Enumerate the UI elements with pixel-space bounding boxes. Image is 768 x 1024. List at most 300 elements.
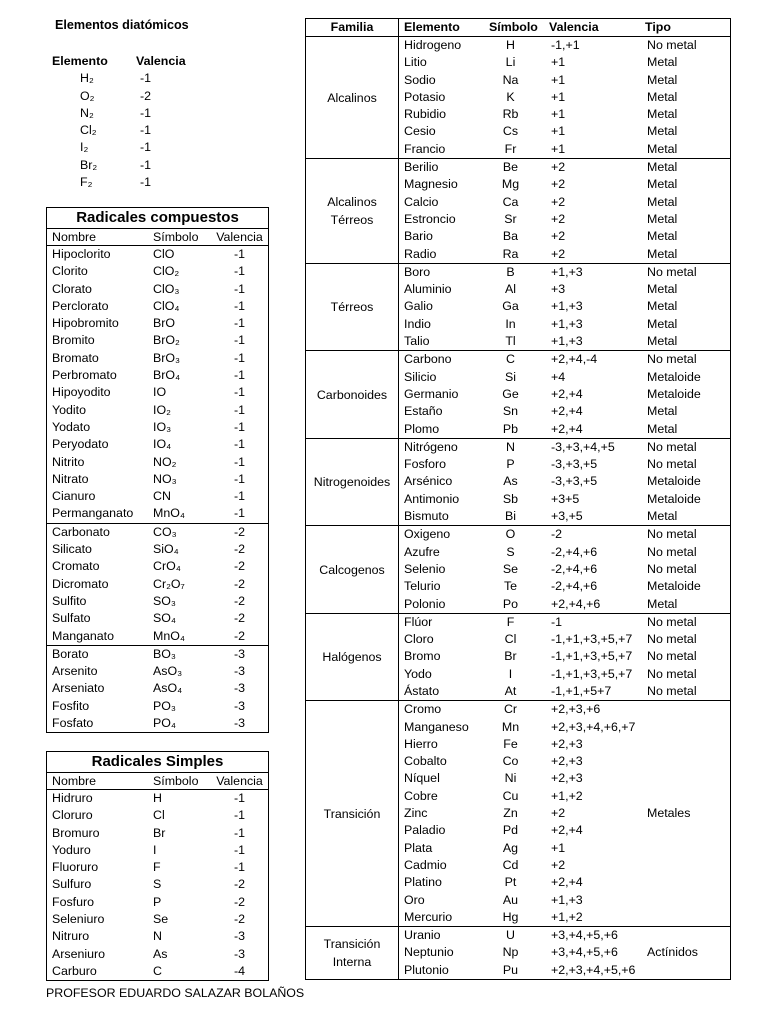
diatomic-row	[47, 105, 197, 122]
diatomic-valence: -1	[140, 71, 152, 86]
element-name: Rubidio	[404, 107, 447, 122]
element-symbol: Zn	[503, 806, 518, 821]
element-type: Metal	[647, 229, 678, 244]
compound-radical-valence: -2	[211, 523, 269, 541]
element-valence: -2	[549, 526, 645, 544]
element-type: Metal	[647, 55, 678, 70]
compound-radical-symbol: BrO₃	[153, 350, 181, 365]
diatomic-row	[47, 174, 197, 191]
simple-radicals-table	[46, 751, 269, 981]
element-name: Cesio	[404, 124, 436, 139]
element-valence: +2	[551, 229, 566, 244]
element-valence: +1,+2	[551, 788, 583, 803]
diatomic-table	[47, 53, 197, 191]
element-type: Metal	[647, 211, 678, 226]
diatomic-element: Cl₂	[80, 123, 97, 138]
element-name: Selenio	[404, 561, 446, 576]
families-header-valence: Valencia	[549, 19, 645, 37]
element-name: Talio	[404, 334, 430, 349]
element-valence: +2	[551, 246, 566, 261]
diatomic-row	[47, 139, 197, 156]
compound-radical-symbol: MnO₄	[153, 628, 185, 643]
element-name: Zinc	[404, 806, 428, 821]
compound-radical-name: Nitrito	[52, 454, 85, 469]
element-valence: +2,+4,-4	[549, 351, 645, 369]
element-symbol: Rb	[502, 107, 519, 122]
element-type: No metal	[647, 683, 697, 698]
family-name-line: Nitrogenoides	[313, 475, 391, 490]
family-name-line: Calcogenos	[319, 562, 385, 577]
compound-radical-name: Hipoclorito	[52, 247, 111, 261]
element-symbol: At	[504, 683, 517, 698]
element-symbol: O	[486, 526, 549, 544]
element-row	[306, 927, 731, 945]
simple-radical-row	[47, 946, 269, 963]
element-name: Telurio	[404, 579, 441, 594]
element-valence: +2,+3,+6	[549, 701, 645, 719]
element-valence: +1	[551, 840, 566, 855]
family-name	[306, 927, 399, 980]
element-name: Cloro	[404, 632, 434, 647]
element-type: No metal	[645, 263, 731, 281]
compound-header-symbol: Símbolo	[148, 229, 211, 246]
element-symbol: Mn	[501, 719, 520, 734]
diatomic-valence: -1	[140, 175, 152, 190]
diatomic-row	[47, 70, 197, 87]
compound-radical-name: Cromato	[52, 559, 100, 574]
diatomic-valence: -1	[140, 105, 152, 120]
element-name: Aluminio	[404, 282, 452, 297]
element-symbol: In	[505, 316, 516, 331]
compound-radical-valence: -1	[233, 419, 246, 434]
element-name: Radio	[404, 246, 437, 261]
compound-radical-symbol: NO₂	[153, 454, 177, 469]
element-valence: -3,+3,+5	[551, 474, 598, 489]
element-symbol: Cl	[504, 632, 517, 647]
element-valence: +2,+4	[551, 421, 583, 436]
element-symbol: N	[486, 438, 549, 456]
element-valence: -2,+4,+6	[551, 544, 598, 559]
compound-radical-valence: -1	[233, 316, 246, 331]
element-valence: -1,+1,+3,+5,+7	[551, 666, 633, 681]
element-name: Cadmio	[404, 857, 447, 872]
compound-radical-symbol: BrO	[153, 316, 176, 331]
element-valence: +3	[551, 282, 566, 297]
simple-radical-valence: -2	[233, 894, 246, 909]
simple-radical-row	[47, 825, 269, 842]
element-name: Sodio	[404, 72, 436, 87]
simple-radical-valence: -1	[233, 791, 246, 805]
compound-radical-row	[47, 645, 269, 663]
element-valence: -3,+3,+5	[551, 457, 598, 472]
simple-radical-valence: -1	[233, 808, 246, 823]
element-type: Metaloide	[647, 579, 701, 594]
simple-radical-valence: -3	[233, 946, 246, 961]
diatomic-valence: -1	[140, 140, 152, 155]
families-header-symbol: Símbolo	[486, 19, 549, 37]
element-valence: +1	[551, 55, 566, 70]
element-valence: +3,+5	[551, 509, 583, 524]
simple-radical-row	[47, 876, 269, 893]
element-symbol: Sr	[504, 211, 517, 226]
element-symbol: Sn	[502, 404, 519, 419]
compound-radical-row	[47, 419, 269, 436]
family-name-line: Interna	[332, 955, 372, 970]
compound-radical-name: Hipoyodito	[52, 385, 111, 400]
element-families-table	[305, 18, 731, 980]
element-valence: +1,+3	[551, 316, 583, 331]
element-row	[306, 438, 731, 456]
element-symbol: Te	[503, 579, 518, 594]
compound-radical-valence: -1	[233, 350, 246, 365]
element-symbol: Np	[502, 945, 519, 960]
element-type: Metal	[647, 124, 678, 139]
element-type: Metal	[647, 107, 678, 122]
compound-radical-name: Clorito	[52, 264, 88, 279]
element-valence: +1	[551, 107, 566, 122]
compound-radical-name: Sulfato	[52, 611, 91, 626]
element-name: Polonio	[404, 596, 446, 611]
element-symbol: Sb	[502, 491, 519, 506]
element-type: No metal	[645, 438, 731, 456]
compound-radical-symbol: AsO₄	[153, 681, 183, 696]
compound-radical-symbol: NO₃	[153, 471, 177, 486]
family-name-line: Térreos	[330, 212, 374, 227]
compound-radical-name: Cianuro	[52, 489, 96, 504]
compound-radical-row	[47, 315, 269, 332]
element-name: Azufre	[404, 544, 440, 559]
element-row	[306, 526, 731, 544]
simple-radical-valence: -4	[233, 963, 246, 978]
compound-radical-valence: -1	[233, 281, 246, 296]
simple-radical-symbol: F	[153, 860, 161, 875]
simple-radical-symbol: S	[153, 877, 162, 892]
compound-radical-name: Dicromato	[52, 576, 109, 591]
compound-radical-symbol: ClO₃	[153, 281, 180, 296]
element-valence: +2,+3	[551, 736, 583, 751]
element-type: No metal	[647, 544, 697, 559]
element-name: Oxigeno	[399, 526, 487, 544]
element-symbol: Si	[504, 369, 517, 384]
simple-radical-symbol: N	[153, 929, 162, 944]
compound-radical-name: Nitrato	[52, 471, 89, 486]
family-name-line: Alcalinos	[327, 90, 377, 105]
element-symbol: Be	[486, 159, 549, 177]
element-symbol: Ge	[502, 386, 519, 401]
element-valence: +1,+3	[551, 334, 583, 349]
element-name: Cobalto	[404, 754, 447, 769]
element-symbol: Al	[504, 282, 517, 297]
simple-radical-name: Carburo	[52, 963, 97, 978]
element-valence: +2	[551, 177, 566, 192]
compound-radical-valence: -3	[211, 645, 269, 663]
element-name: Germanio	[404, 386, 459, 401]
element-type: No metal	[645, 37, 731, 55]
diatomic-row	[47, 88, 197, 105]
compound-radical-row	[47, 593, 269, 610]
element-name: Cromo	[399, 701, 487, 719]
element-name: Potasio	[404, 89, 446, 104]
element-type: Metal	[647, 89, 678, 104]
compound-radical-symbol: SiO₄	[153, 542, 179, 557]
element-valence: -1,+1,+3,+5,+7	[551, 632, 633, 647]
compound-radical-symbol: IO₄	[153, 437, 172, 452]
family-name	[306, 438, 399, 525]
compound-radical-row	[47, 680, 269, 697]
element-valence: +1	[551, 124, 566, 139]
element-valence: +2	[551, 211, 566, 226]
element-symbol: H	[486, 37, 549, 55]
simple-radical-symbol: Se	[153, 912, 169, 927]
element-type: Metal	[647, 246, 678, 261]
element-name: Paladio	[404, 823, 446, 838]
compound-radical-row	[47, 454, 269, 471]
compound-radical-symbol: CO₃	[148, 523, 211, 541]
element-type: Metal	[647, 596, 678, 611]
element-symbol: As	[503, 474, 518, 489]
compound-radical-valence: -2	[233, 611, 246, 626]
compound-radical-symbol: BrO₂	[153, 333, 180, 348]
element-symbol: S	[506, 544, 515, 559]
compound-radical-row	[47, 281, 269, 298]
diatomic-element: Br₂	[80, 157, 98, 172]
compound-radical-row	[47, 610, 269, 627]
simple-radical-symbol: Br	[153, 825, 166, 840]
compound-radical-symbol: PO₄	[153, 716, 176, 731]
element-type: Metal	[645, 159, 731, 177]
element-type: Metal	[647, 177, 678, 192]
element-type: Metal	[647, 334, 678, 349]
compound-radical-symbol: IO	[153, 385, 167, 400]
compound-radical-valence: -1	[233, 298, 246, 313]
element-symbol: Co	[502, 754, 519, 769]
element-symbol: Pt	[504, 875, 517, 890]
element-symbol: Cd	[502, 857, 519, 872]
compound-radical-row	[47, 505, 269, 523]
diatomic-title: Elementos diatómicos	[55, 18, 189, 32]
compound-radical-row	[47, 298, 269, 315]
compound-radical-name: Carbonato	[47, 523, 149, 541]
family-name	[306, 526, 399, 613]
element-symbol: Na	[502, 72, 519, 87]
element-name: Cobre	[404, 788, 438, 803]
element-type: Actínidos	[645, 927, 731, 980]
simple-radical-valence: -2	[233, 912, 246, 927]
element-name: Silicio	[404, 369, 437, 384]
simple-radical-name: Yoduro	[52, 842, 91, 857]
element-valence: +2,+4	[551, 404, 583, 419]
family-name	[306, 37, 399, 159]
element-type: Metal	[647, 72, 678, 87]
compound-radical-valence: -1	[233, 264, 246, 279]
compound-radical-row	[47, 402, 269, 419]
element-symbol: K	[506, 89, 515, 104]
simple-radical-row	[47, 807, 269, 824]
diatomic-header-element: Elemento	[52, 54, 108, 68]
element-row	[306, 701, 731, 719]
element-name: Bismuto	[404, 509, 449, 524]
compound-radical-valence: -3	[233, 681, 246, 696]
simple-radical-row	[47, 911, 269, 928]
element-name: Bario	[404, 229, 433, 244]
element-type: No metal	[645, 526, 731, 544]
compound-radical-row	[47, 523, 269, 541]
compound-radical-row	[47, 471, 269, 488]
element-symbol: U	[486, 927, 549, 945]
diatomic-valence: -1	[140, 123, 152, 138]
simple-radical-row	[47, 894, 269, 911]
compound-radical-name: Clorato	[52, 281, 92, 296]
element-valence: -1,+1,+5+7	[551, 683, 612, 698]
element-name: Antimonio	[404, 491, 460, 506]
element-valence: -2,+4,+6	[551, 579, 598, 594]
compound-radical-symbol: CrO₄	[153, 559, 181, 574]
element-valence: +3,+4,+5,+6	[549, 927, 645, 945]
element-symbol: Pb	[502, 421, 519, 436]
simple-radical-name: Fosfuro	[52, 894, 95, 909]
element-name: Berilio	[399, 159, 487, 177]
element-symbol: Cr	[486, 701, 549, 719]
element-valence: +1,+3	[549, 263, 645, 281]
element-valence: +3+5	[551, 491, 580, 506]
element-name: Boro	[399, 263, 487, 281]
element-type: No metal	[645, 351, 731, 369]
element-symbol: Cu	[502, 788, 519, 803]
element-name: Indio	[404, 316, 431, 331]
element-type: Metal	[647, 316, 678, 331]
element-symbol: Ga	[502, 299, 519, 314]
compound-radical-name: Sulfito	[52, 593, 87, 608]
element-valence: -1,+1,+3,+5,+7	[551, 649, 633, 664]
element-valence: +2,+4	[551, 386, 583, 401]
element-symbol: F	[486, 613, 549, 631]
compound-radical-valence: -2	[233, 593, 246, 608]
compound-radical-name: Perbromato	[52, 368, 117, 383]
compound-radical-row	[47, 541, 269, 558]
compound-radical-valence: -1	[233, 454, 246, 469]
element-name: Francio	[404, 141, 446, 156]
element-symbol: Br	[504, 649, 517, 664]
simple-radical-symbol: P	[153, 894, 162, 909]
element-valence: +1	[551, 141, 566, 156]
compound-radical-symbol: ClO₂	[153, 264, 180, 279]
element-type: Metal	[647, 299, 678, 314]
element-symbol: Pd	[502, 823, 519, 838]
simple-radical-valence: -2	[233, 877, 246, 892]
compound-radical-name: Silicato	[52, 542, 92, 557]
diatomic-row	[47, 157, 197, 174]
element-symbol: Hg	[502, 909, 519, 924]
compound-radical-row	[47, 367, 269, 384]
compound-radical-valence: -3	[233, 716, 246, 731]
compound-radical-row	[47, 698, 269, 715]
element-symbol: Tl	[505, 334, 516, 349]
compound-radical-symbol: SO₄	[153, 611, 176, 626]
element-valence: +2,+4,+6	[551, 596, 601, 611]
family-name-line: Carbonoides	[316, 387, 388, 402]
element-type: Metaloide	[647, 491, 701, 506]
family-name	[306, 159, 399, 264]
simple-radical-row	[47, 842, 269, 859]
element-valence: +2	[551, 806, 566, 821]
families-header-element: Elemento	[399, 19, 487, 37]
element-valence: +2,+3,+4,+5,+6	[551, 962, 636, 977]
element-name: Fosforo	[404, 457, 447, 472]
element-name: Platino	[404, 875, 442, 890]
element-type: Metaloide	[647, 474, 701, 489]
simple-radical-name: Hidruro	[52, 791, 93, 805]
compound-radical-symbol: IO₂	[153, 402, 171, 417]
element-type: Metal	[647, 194, 678, 209]
compound-radical-valence: -1	[233, 506, 246, 521]
element-symbol: Cs	[502, 124, 519, 139]
compound-radical-valence: -2	[233, 559, 246, 574]
compound-radical-valence: -1	[233, 489, 246, 504]
simple-radical-row	[47, 928, 269, 945]
simple-radical-symbol: H	[153, 791, 162, 805]
element-valence: +1	[551, 72, 566, 87]
compound-radical-name: Manganato	[52, 628, 115, 643]
element-type: Metaloide	[647, 369, 701, 384]
element-valence: +2	[551, 194, 566, 209]
simple-radical-symbol: I	[153, 842, 157, 857]
element-name: Níquel	[404, 771, 440, 786]
simple-radical-valence: -1	[233, 842, 246, 857]
diatomic-valence: -1	[140, 157, 152, 172]
compound-radical-name: Arsenito	[52, 664, 98, 679]
compound-radical-name: Permanganato	[52, 506, 134, 521]
element-name: Manganeso	[404, 719, 469, 734]
element-valence: +2	[549, 159, 645, 177]
element-name: Plutonio	[404, 962, 449, 977]
compound-radical-valence: -2	[233, 576, 246, 591]
element-type: No metal	[647, 632, 697, 647]
element-type: Metal	[647, 141, 678, 156]
element-type: No metal	[647, 561, 697, 576]
compound-radicals-title: Radicales compuestos	[47, 208, 269, 229]
compound-radical-symbol: AsO₃	[153, 664, 183, 679]
element-type: Metaloide	[647, 386, 701, 401]
element-valence: -2,+4,+6	[551, 561, 598, 576]
element-row	[306, 263, 731, 281]
element-symbol: Bi	[504, 509, 517, 524]
diatomic-row	[47, 122, 197, 139]
compound-radical-valence: -2	[233, 542, 246, 557]
compound-radical-name: Arseniato	[52, 681, 105, 696]
simple-radical-row	[47, 963, 269, 981]
diatomic-element: H₂	[80, 71, 94, 86]
element-symbol: Li	[505, 55, 516, 70]
compound-radical-valence: -1	[233, 402, 246, 417]
element-symbol: P	[506, 457, 515, 472]
compound-radical-row	[47, 558, 269, 575]
compound-radical-symbol: Cr₂O₇	[153, 576, 185, 591]
element-name: Yodo	[404, 666, 432, 681]
diatomic-element: O₂	[80, 88, 95, 103]
compound-radical-row	[47, 576, 269, 593]
element-symbol: Ca	[502, 194, 519, 209]
element-name: Galio	[404, 299, 433, 314]
compound-radical-row	[47, 263, 269, 280]
family-name-line: Transición	[323, 806, 381, 821]
element-valence: +2,+3	[551, 771, 583, 786]
compound-radical-valence: -1	[233, 247, 246, 261]
families-header-type: Tipo	[645, 19, 731, 37]
element-name: Magnesio	[404, 177, 458, 192]
simple-radical-name: Cloruro	[52, 808, 93, 823]
simple-radicals-title: Radicales Simples	[47, 752, 269, 773]
element-name: Arsénico	[404, 474, 453, 489]
